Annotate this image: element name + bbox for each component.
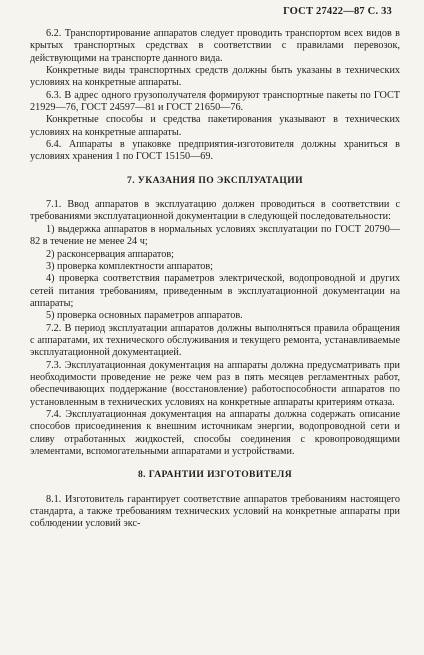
paragraph-6-2-note: Конкретные виды транспортных средств должны быть указаны в технических условиях на конкретные аппараты.: [30, 65, 400, 89]
list-item-4: 4) проверка соответствия параметров электрической, водопроводной и других сетей питания требованиям, приведенным в эксплуатационной документации на аппараты;: [30, 273, 400, 309]
running-header: ГОСТ 27422—87 С. 33: [283, 6, 392, 17]
list-item-5: 5) проверка основных параметров аппаратов.: [46, 310, 243, 322]
paragraph-7-3: 7.3. Эксплуатационная документация на аппараты должна предусматривать при необходимости проведение не реже чем раз в пять месяцев регламентных работ, обеспечивающих поддержание (восстановление) работоспособности аппаратов по установленным в технических условиях на конкретные аппараты критериям отказа.: [30, 359, 400, 408]
list-item-1: 1) выдержка аппаратов в нормальных условиях эксплуатации по ГОСТ 20790—82 в течение не менее 24 ч;: [30, 223, 400, 248]
list-item-2: 2) расконсервация аппаратов;: [46, 248, 174, 260]
paragraph-6-3-note: Конкретные способы и средства пакетирования указывают в технических условиях на конкретные аппараты.: [30, 114, 400, 138]
paragraph-6-3: 6.3. В адрес одного грузополучателя формируют транспортные пакеты по ГОСТ 21929—76, ГОСТ 24597—81 и ГОСТ 21650—76.: [30, 89, 400, 114]
paragraph-8-1: 8.1. Изготовитель гарантирует соответствие аппаратов требованиям настоящего стандарта, а также требованиям технических условий на конкретные аппараты при соблюдении условий экс-: [30, 493, 400, 530]
document-body: [30, 28, 400, 531]
list-item-3: 3) проверка комплектности аппаратов;: [46, 260, 213, 272]
section-8-heading: 8. ГАРАНТИИ ИЗГОТОВИТЕЛЯ: [137, 469, 293, 481]
paragraph-7-2: 7.2. В период эксплуатации аппаратов должны выполняться правила обращения с аппаратами, их технического обслуживания и текущего ремонта, устанавливаемые эксплуатационной документацией.: [30, 322, 400, 359]
paragraph-7-1: 7.1. Ввод аппаратов в эксплуатацию должен проводиться в соответствии с требованиями эксплуатационной документации в следующей последовательности:: [30, 199, 400, 223]
paragraph-7-4: 7.4. Эксплуатационная документация на аппараты должна содержать описание способов присоединения к внешним источникам энергии, водопроводной сети и сливу отработанных жидкостей, способы соединения с кровопроводящими элементами, вспомогательными аппаратами и устройствами.: [30, 408, 400, 457]
paragraph-6-4: 6.4. Аппараты в упаковке предприятия-изготовителя должны храниться в условиях хранения 1 по ГОСТ 15150—69.: [30, 139, 400, 163]
paragraph-6-2: 6.2. Транспортирование аппаратов следует проводить транспортом всех видов в крытых транспортных средствах в соответствии с правилами перевозок, действующими на транспорте данного вида.: [30, 28, 400, 64]
section-7-heading: 7. УКАЗАНИЯ ПО ЭКСПЛУАТАЦИИ: [127, 174, 303, 186]
